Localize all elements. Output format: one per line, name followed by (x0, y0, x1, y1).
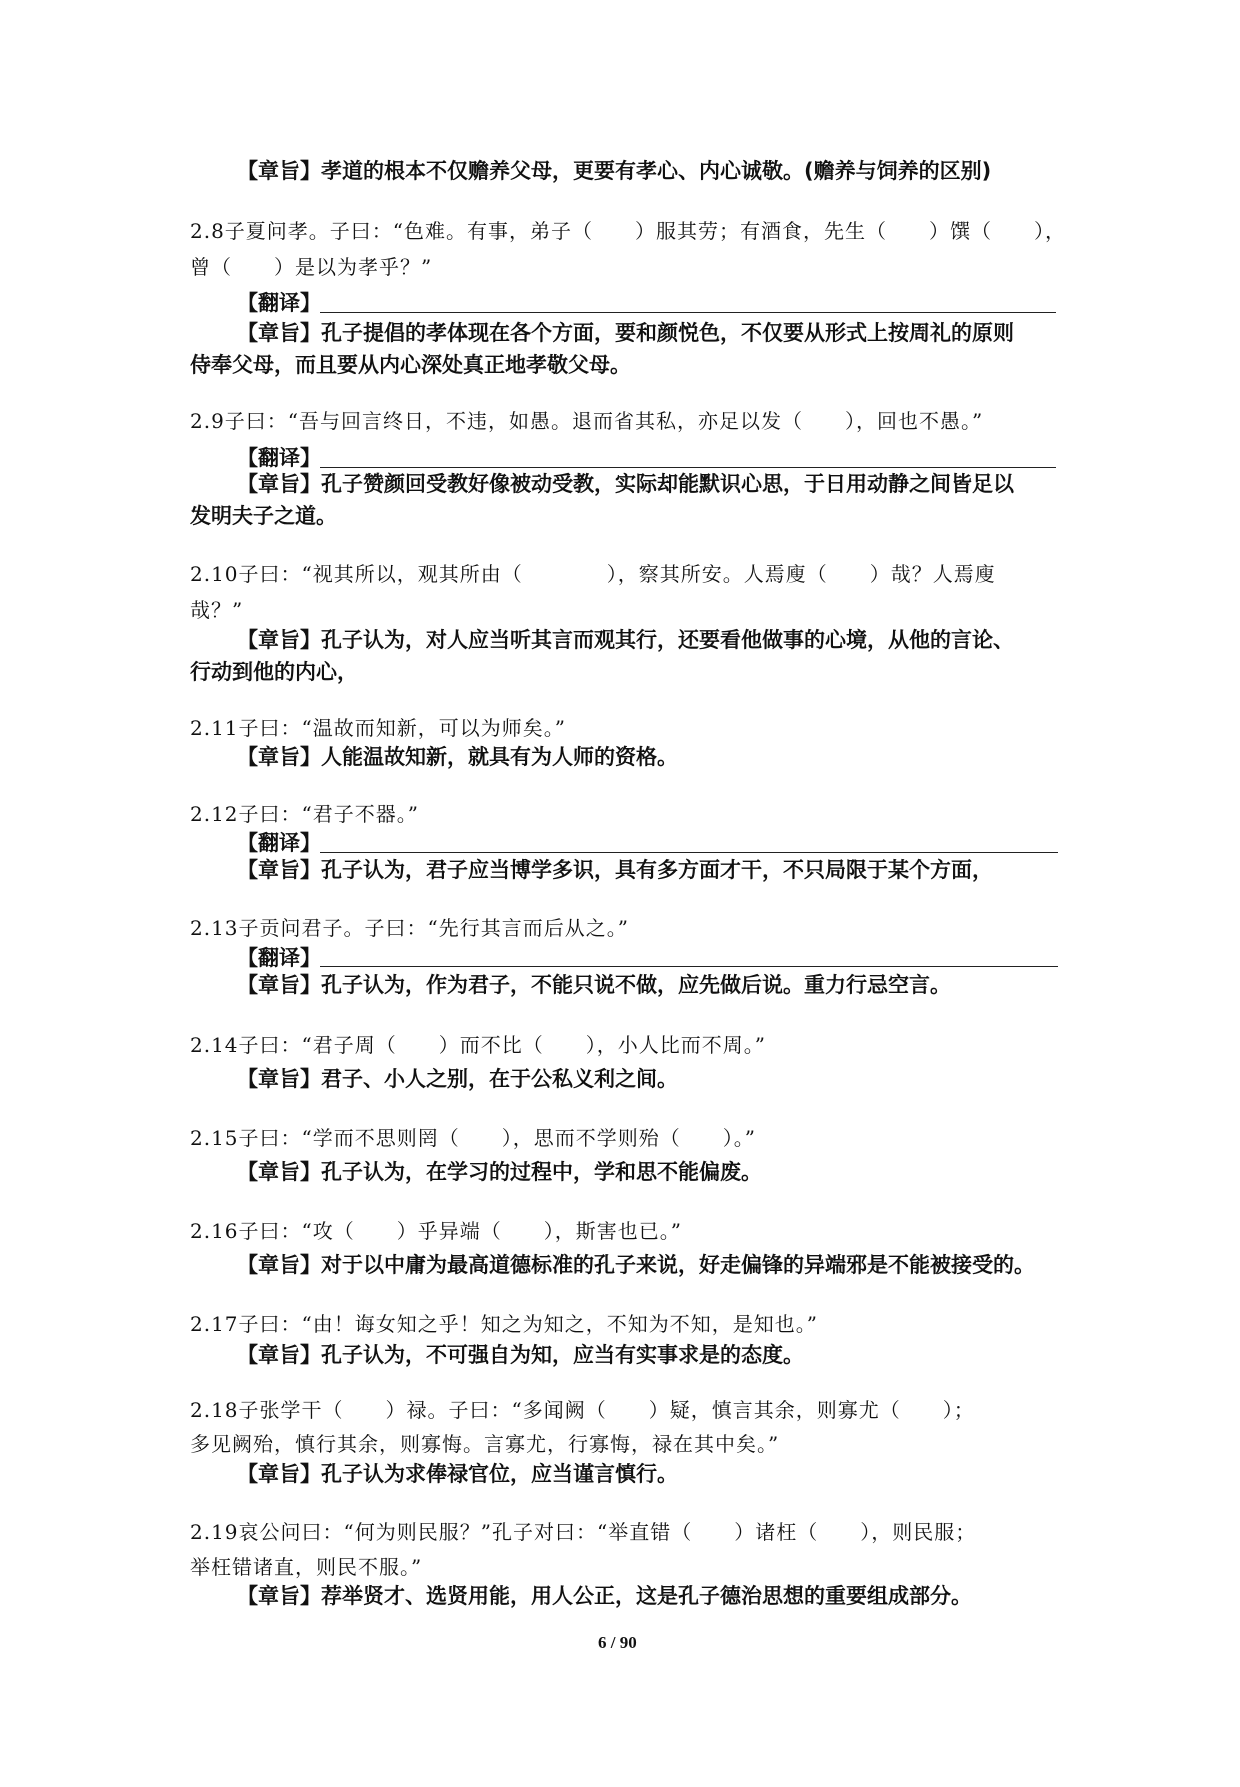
summary-2-10-line-1: 【章旨】孔子认为，对人应当听其言而观其行，还要看他做事的心境，从他的言论、 (237, 628, 1014, 652)
summary-2-17: 【章旨】孔子认为，不可强自为知，应当有实事求是的态度。 (237, 1343, 804, 1367)
passage-2-19-line-1: 2.19哀公问曰：“何为则民服？”孔子对曰：“举直错（ ）诸枉（ ），则民服； (190, 1520, 977, 1544)
passage-2-10-line-2: 哉？” (190, 598, 244, 622)
translation-label: 【翻译】 (237, 946, 321, 970)
passage-2-19-line-2: 举枉错诸直，则民不服。” (190, 1555, 423, 1579)
passage-2-8-line-2: 曾（ ）是以为孝乎？” (190, 255, 433, 279)
passage-2-11: 2.11子曰：“温故而知新，可以为师矣。” (190, 716, 566, 740)
passage-2-10-line-1: 2.10子曰：“视其所以，观其所由（ ），察其所安。人焉廋（ ）哉？人焉廋 (190, 562, 996, 586)
summary-2-8-line-1: 【章旨】孔子提倡的孝体现在各个方面，要和颜悦色，不仅要从形式上按周礼的原则 (237, 321, 1014, 345)
summary-2-9-line-1: 【章旨】孔子赞颜回受教好像被动受教，实际却能默识心思，于日用动静之间皆足以 (237, 472, 1014, 496)
passage-2-18-line-1: 2.18子张学干（ ）禄。子曰：“多闻阙（ ）疑，慎言其余，则寡尤（ ）； (190, 1398, 975, 1422)
passage-2-16: 2.16子曰：“攻（ ）乎异端（ ），斯害也已。” (190, 1219, 682, 1243)
translation-label: 【翻译】 (237, 446, 321, 470)
translation-answer-line[interactable] (320, 966, 1058, 967)
passage-2-18-line-2: 多见阙殆，慎行其余，则寡悔。言寡尤，行寡悔，禄在其中矣。” (190, 1432, 780, 1456)
translation-answer-line[interactable] (320, 852, 1058, 853)
translation-label: 【翻译】 (237, 831, 321, 855)
passage-2-14: 2.14子曰：“君子周（ ）而不比（ ），小人比而不周。” (190, 1033, 766, 1057)
summary-2-19: 【章旨】荐举贤才、选贤用能，用人公正，这是孔子德治思想的重要组成部分。 (237, 1584, 972, 1608)
summary-2-12: 【章旨】孔子认为，君子应当博学多识，具有多方面才干，不只局限于某个方面， (237, 858, 993, 882)
summary-2-15: 【章旨】孔子认为，在学习的过程中，学和思不能偏废。 (237, 1160, 762, 1184)
summary-2-7: 【章旨】孝道的根本不仅赡养父母，更要有孝心、内心诚敬。(赡养与饲养的区别) (237, 159, 992, 183)
passage-2-8-line-1: 2.8子夏问孝。子曰：“色难。有事，弟子（ ）服其劳；有酒食，先生（ ）馔（ ）， (190, 219, 1067, 243)
passage-2-13: 2.13子贡问君子。子曰：“先行其言而后从之。” (190, 916, 629, 940)
translation-answer-line[interactable] (320, 312, 1056, 313)
passage-2-17: 2.17子曰：“由！诲女知之乎！知之为知之，不知为不知，是知也。” (190, 1312, 818, 1336)
summary-2-8-line-2: 侍奉父母，而且要从内心深处真正地孝敬父母。 (190, 353, 631, 377)
summary-2-10-line-2: 行动到他的内心， (190, 660, 358, 684)
summary-2-9-line-2: 发明夫子之道。 (190, 504, 337, 528)
summary-2-14: 【章旨】君子、小人之别，在于公私义利之间。 (237, 1067, 678, 1091)
translation-label: 【翻译】 (237, 291, 321, 315)
passage-2-9: 2.9子曰：“吾与回言终日，不违，如愚。退而省其私，亦足以发（ ），回也不愚。” (190, 409, 984, 433)
summary-2-18: 【章旨】孔子认为求俸禄官位，应当谨言慎行。 (237, 1462, 678, 1486)
page-number: 6 / 90 (598, 1633, 637, 1652)
passage-2-15: 2.15子曰：“学而不思则罔（ ），思而不学则殆（ ）。” (190, 1126, 756, 1150)
summary-2-16: 【章旨】对于以中庸为最高道德标准的孔子来说，好走偏锋的异端邪是不能被接受的。 (237, 1253, 1035, 1277)
summary-2-13: 【章旨】孔子认为，作为君子，不能只说不做，应先做后说。重力行忌空言。 (237, 973, 951, 997)
translation-answer-line[interactable] (320, 467, 1056, 468)
passage-2-12: 2.12子曰：“君子不器。” (190, 802, 419, 826)
summary-2-11: 【章旨】人能温故知新，就具有为人师的资格。 (237, 745, 678, 769)
